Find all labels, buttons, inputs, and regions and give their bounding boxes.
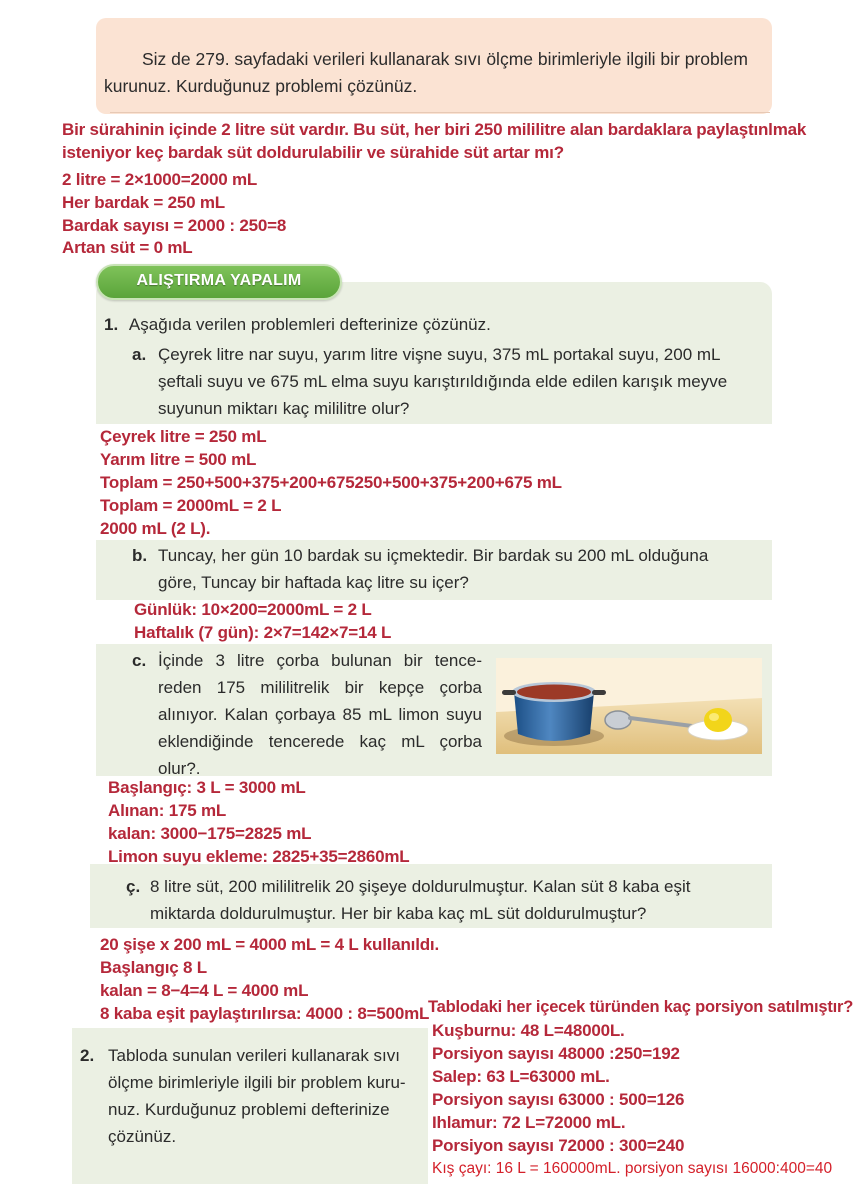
q1a-label: a. bbox=[132, 345, 147, 364]
soup-pot-ladle-lemon-icon bbox=[496, 658, 762, 754]
q2-answer-line: Ihlamur: 72 L=72000 mL. bbox=[432, 1113, 626, 1132]
q1cc-line: 8 litre süt, 200 mililitrelik 20 şişeye doldurulmuştur. Kalan süt 8 kaba eşit bbox=[150, 877, 691, 896]
q1c-answer-line: Alınan: 175 mL bbox=[108, 801, 227, 820]
q1c-line: reden 175 mililitrelik bir kepçe çorba bbox=[158, 678, 482, 697]
divider bbox=[110, 112, 770, 113]
q1c-answer-line: Limon suyu ekleme: 2825+35=2860mL bbox=[108, 847, 410, 866]
q1cc-answer-line: 8 kaba eşit paylaştırılırsa: 4000 : 8=500mL bbox=[100, 1004, 430, 1023]
q1a-answer-line: Toplam = 250+500+375+200+675250+500+375+200+675 mL bbox=[100, 473, 562, 492]
q2-answer-title: Tablodaki her içecek türünden kaç porsiyon satılmıştır? bbox=[428, 998, 854, 1016]
answer1-question-line1: Bir sürahinin içinde 2 litre süt vardır. Bu süt, her biri 250 mililitre alan bardaklara paylaştınlmak bbox=[62, 120, 807, 139]
q1b-line: Tuncay, her gün 10 bardak su içmektedir. Bir bardak su 200 mL olduğuna bbox=[158, 546, 709, 565]
prompt-text: Siz de 279. sayfadaki verileri kullanarak sıvı ölçme birimleriyle ilgili bir problem kurunuz. Kurduğunuz problemi çözünüz. bbox=[104, 49, 748, 96]
q2-answer-line: Porsiyon sayısı 72000 : 300=240 bbox=[432, 1136, 685, 1155]
q2-number: 2. bbox=[80, 1046, 95, 1065]
q1c-line: İçinde 3 litre çorba bulunan bir tence- bbox=[158, 651, 482, 670]
answer1-question-line2: isteniyor keç bardak süt doldurulabilir ve sürahide süt artar mı? bbox=[62, 143, 564, 162]
q1c-line: olur?. bbox=[158, 759, 201, 778]
q1a-answer-line: Çeyrek litre = 250 mL bbox=[100, 427, 267, 446]
q2-last-line: Kış çayı: 16 L = 160000mL. porsiyon sayısı 16000:400=40 bbox=[432, 1160, 833, 1177]
q1-number: 1. bbox=[104, 315, 119, 334]
q2-answer-line: Kuşburnu: 48 L=48000L. bbox=[432, 1021, 625, 1040]
q2-line: Tabloda sunulan verileri kullanarak sıvı bbox=[108, 1046, 400, 1065]
q1c-line: eklendiğinde tencerede kaç mL çorba bbox=[158, 732, 482, 751]
q1cc-label: ç. bbox=[126, 877, 141, 896]
q1c-answer-line: kalan: 3000−175=2825 mL bbox=[108, 824, 312, 843]
answer1-line: Her bardak = 250 mL bbox=[62, 193, 225, 212]
q2-answer-line: Porsiyon sayısı 48000 :250=192 bbox=[432, 1044, 680, 1063]
q1b-label: b. bbox=[132, 546, 148, 565]
q1b-line: göre, Tuncay bir haftada kaç litre su içer? bbox=[158, 573, 469, 592]
q2-answer-line: Salep: 63 L=63000 mL. bbox=[432, 1067, 610, 1086]
answer1-line: 2 litre = 2×1000=2000 mL bbox=[62, 170, 258, 189]
q1-text: Aşağıda verilen problemleri defterinize çözünüz. bbox=[128, 315, 491, 334]
q1cc-answer-line: 20 şişe x 200 mL = 4000 mL = 4 L kullanıldı. bbox=[100, 935, 439, 954]
section-title: ALIŞTIRMA YAPALIM bbox=[136, 272, 302, 289]
q1cc-answer-line: Başlangıç 8 L bbox=[100, 958, 207, 977]
q1c-label: c. bbox=[132, 651, 147, 670]
q2-answer-line: Porsiyon sayısı 63000 : 500=126 bbox=[432, 1090, 685, 1109]
q1cc-answer-line: kalan = 8−4=4 L = 4000 mL bbox=[100, 981, 309, 1000]
q1b-answer-line: Haftalık (7 gün): 2×7=142×7=14 L bbox=[134, 623, 392, 642]
q1b-answer-line: Günlük: 10×200=2000mL = 2 L bbox=[134, 600, 372, 619]
q2-line: ölçme birimleriyle ilgili bir problem kuru- bbox=[108, 1073, 406, 1092]
q1a-answer-line: Yarım litre = 500 mL bbox=[100, 450, 257, 469]
prompt-panel bbox=[96, 18, 772, 114]
answer1-line: Bardak sayısı = 2000 : 250=8 bbox=[62, 216, 287, 235]
q1a-answer-line: Toplam = 2000mL = 2 L bbox=[100, 496, 282, 515]
q1c-answer-line: Başlangıç: 3 L = 3000 mL bbox=[108, 778, 306, 797]
q1a-line: Çeyrek litre nar suyu, yarım litre vişne suyu, 375 mL portakal suyu, 200 mL bbox=[158, 345, 721, 364]
q1cc-line: miktarda doldurulmuştur. Her bir kaba kaç mL süt doldurulmuştur? bbox=[150, 904, 647, 923]
section-title-pill bbox=[96, 264, 342, 300]
q1a-line: şeftali suyu ve 675 mL elma suyu karıştırıldığında elde edilen karışık meyve bbox=[158, 372, 728, 391]
q1c-line: alınıyor. Kalan çorbaya 85 mL limon suyu bbox=[158, 705, 482, 724]
q2-line: nuz. Kurduğunuz problemi defterinize bbox=[108, 1100, 390, 1119]
answer1-line: Artan süt = 0 mL bbox=[62, 238, 193, 257]
q1a-answer-line: 2000 mL (2 L). bbox=[100, 519, 211, 538]
q2-line: çözünüz. bbox=[108, 1127, 177, 1146]
q1-line bbox=[104, 311, 491, 338]
q1a-line: suyunun miktarı kaç mililitre olur? bbox=[158, 399, 410, 418]
